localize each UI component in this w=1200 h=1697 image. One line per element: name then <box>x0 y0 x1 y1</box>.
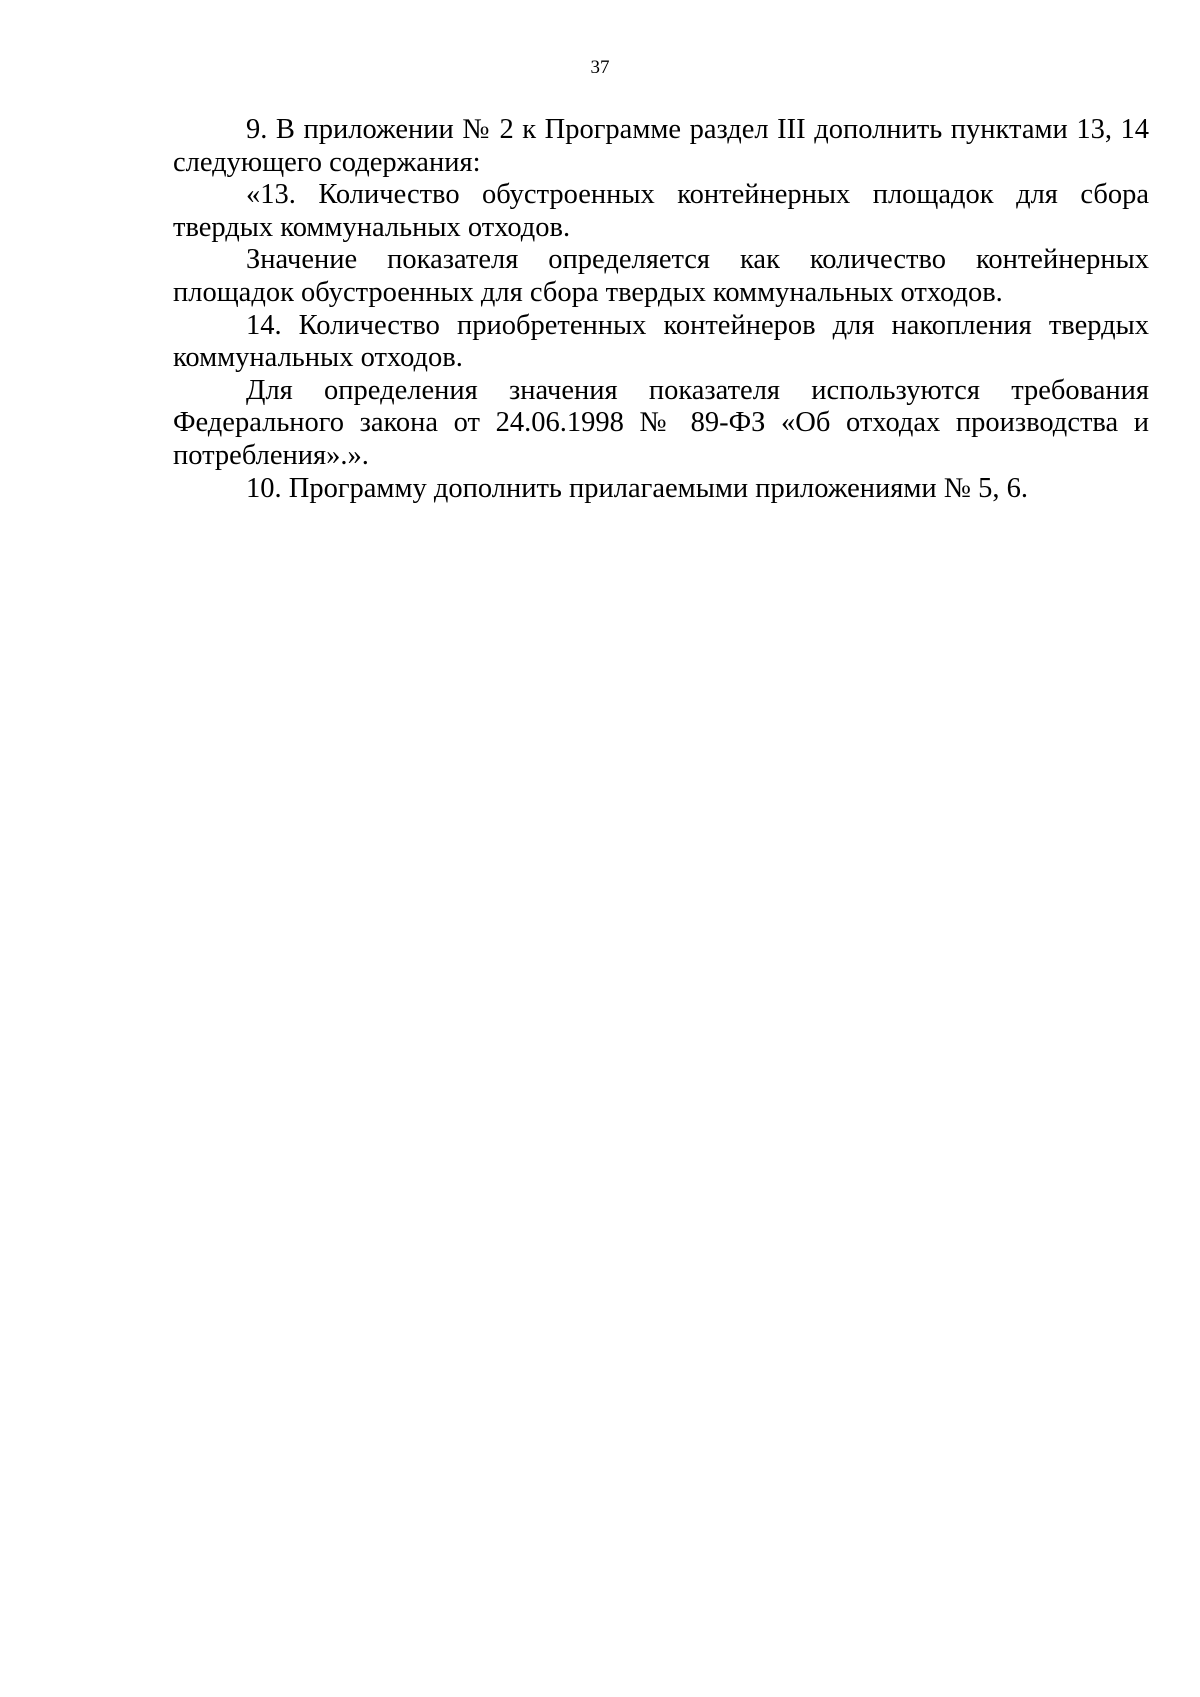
paragraph-item-10: 10. Программу дополнить прилагаемыми приложениями № 5, 6. <box>246 472 1028 504</box>
paragraph-item-13: «13. Количество обустроенных контейнерных площадок для сбора твердых коммунальных отходов. <box>173 179 1149 243</box>
paragraph-item-9: 9. В приложении № 2 к Программе раздел III дополнить пунктами 13, 14 следующего содержания: <box>173 114 1149 178</box>
paragraph-item-14: 14. Количество приобретенных контейнеров для накопления твердых коммунальных отходов. <box>173 309 1149 374</box>
page-number: 37 <box>590 57 610 78</box>
paragraph-indicator-13-definition: Значение показателя определяется как количество контейнерных площадок обустроенных для сбора твердых коммунальных отходов. <box>173 244 1149 308</box>
paragraph-indicator-14-definition: Для определения значения показателя используются требования Федерального закона от 24.06.1998 № 89-ФЗ «Об отходах производства и потребления».». <box>173 374 1149 471</box>
document-body <box>173 114 1149 505</box>
